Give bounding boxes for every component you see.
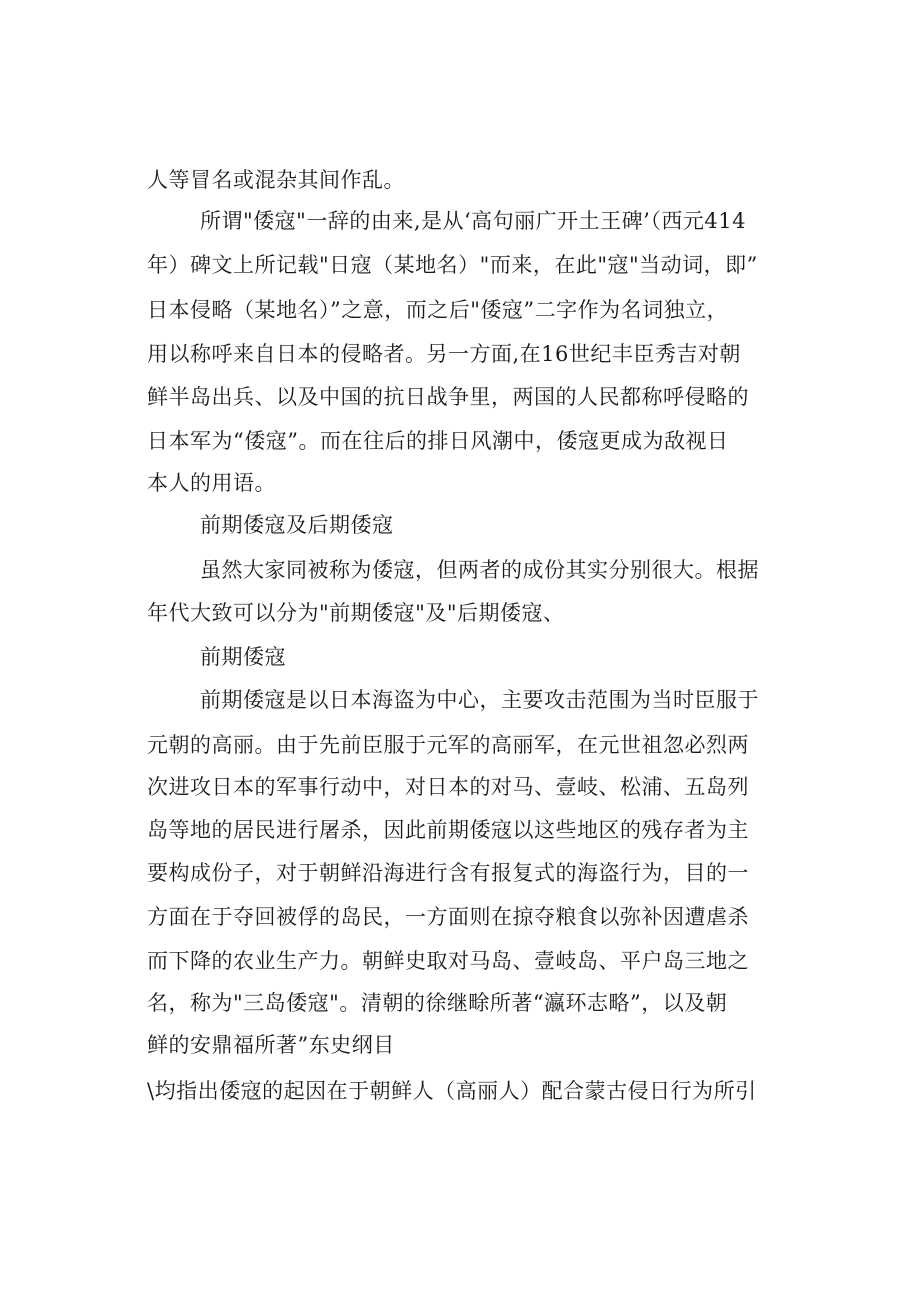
text-line: 用以称呼来自日本的侵略者。另一方面,在16世纪丰臣秀吉对朝	[147, 342, 741, 366]
section-heading: 前期倭寇	[200, 645, 286, 669]
text-line: 次进攻日本的军事行动中，对日本的对马、壹岐、松浦、五岛列	[147, 775, 749, 799]
text-line: 方面在于夺回被俘的岛民，一方面则在掠夺粮食以弥补因遭虐杀	[147, 905, 749, 929]
text-line: 日本侵略（某地名）”之意，而之后"倭寇”二字作为名词独立，	[147, 298, 729, 322]
text-line: 名，称为"三岛倭寇"。清朝的徐继畭所著“瀛环志略”，以及朝	[147, 991, 728, 1015]
text-line: 所谓"倭寇"一辞的由来,是从‘高句丽广开土王碑’（西元414	[200, 209, 746, 233]
section-heading: 前期倭寇及后期倭寇	[200, 513, 394, 537]
text-line: 要构成份子，对于朝鲜沿海进行含有报复式的海盗行为，目的一	[147, 861, 749, 885]
text-line: 年代大致可以分为"前期倭寇"及"后期倭寇、	[147, 601, 565, 625]
text-line: 日本军为“倭寇”。而在往后的排日风潮中，倭寇更成为敌视日	[147, 429, 729, 453]
text-line: 前期倭寇是以日本海盗为中心，主要攻击范围为当时臣服于	[200, 688, 759, 712]
text-line: 而下降的农业生产力。朝鲜史取对马岛、壹岐岛、平户岛三地之	[147, 949, 749, 973]
text-line: 人等冒名或混杂其间作乱。	[147, 168, 405, 192]
text-line: 元朝的高丽。由于先前臣服于元军的高丽军，在元世祖忽必烈两	[147, 733, 749, 757]
text-line: 本人的用语。	[147, 471, 276, 495]
text-line: 虽然大家同被称为倭寇，但两者的成份其实分别很大。根据	[200, 558, 759, 582]
text-line: 岛等地的居民进行屠杀，因此前期倭寇以这些地区的残存者为主	[147, 818, 749, 842]
text-line: 年）碑文上所记载"日寇（某地名）"而来，在此"寇"当动词，即”	[147, 253, 758, 277]
text-line: \均指出倭寇的起因在于朝鲜人（高丽人）配合蒙古侵日行为所引	[147, 1079, 757, 1103]
text-line: 鲜半岛出兵、以及中国的抗日战争里，两国的人民都称呼侵略的	[147, 385, 749, 409]
text-line: 鲜的安鼎福所著”东史纲目	[147, 1033, 395, 1057]
